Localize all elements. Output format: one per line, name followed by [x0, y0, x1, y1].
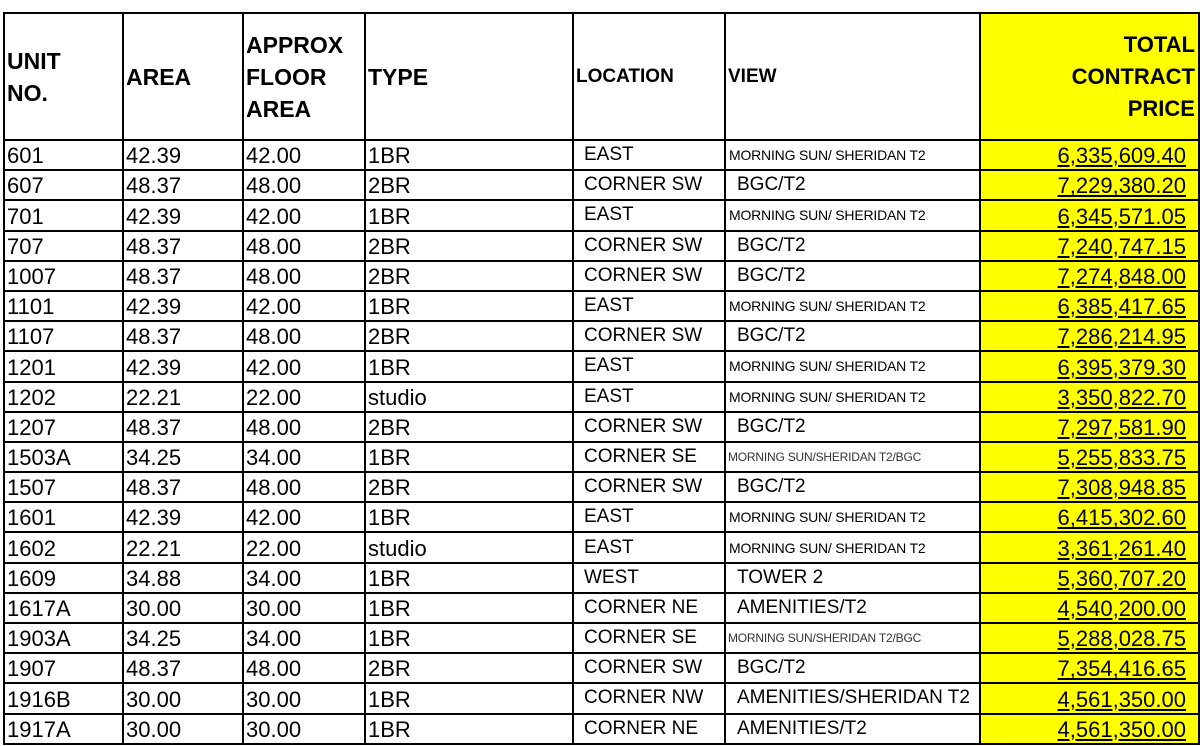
header-line: TOTAL — [1123, 31, 1195, 57]
location-cell: CORNER SW — [573, 321, 725, 351]
area-cell: 22.21 — [123, 532, 243, 562]
area-cell: 48.37 — [123, 170, 243, 200]
type-cell: 2BR — [365, 321, 573, 351]
header-line: TYPE — [368, 63, 429, 90]
view-cell: MORNING SUN/ SHERIDAN T2 — [725, 351, 980, 381]
type-cell: studio — [365, 382, 573, 412]
header-location — [573, 13, 725, 140]
table-row — [4, 593, 1199, 623]
location-cell: CORNER SW — [573, 653, 725, 683]
location-cell: EAST — [573, 200, 725, 230]
header-line: APPROX — [246, 31, 344, 58]
unit-cell: 1917A — [4, 714, 123, 744]
unit-cell: 1507 — [4, 472, 123, 502]
location-cell: CORNER SE — [573, 442, 725, 472]
price-cell: 7,240,747.15 — [980, 231, 1199, 261]
price-cell: 4,561,350.00 — [980, 683, 1199, 713]
view-cell: BGC/T2 — [725, 261, 980, 291]
type-cell: 1BR — [365, 351, 573, 381]
price-cell: 3,350,822.70 — [980, 382, 1199, 412]
unit-cell: 1601 — [4, 502, 123, 532]
type-cell: 2BR — [365, 261, 573, 291]
table-row — [4, 714, 1199, 744]
type-cell: 1BR — [365, 140, 573, 170]
view-cell: BGC/T2 — [725, 472, 980, 502]
price-cell: 6,345,571.05 — [980, 200, 1199, 230]
type-cell: 1BR — [365, 291, 573, 321]
location-cell: CORNER SW — [573, 412, 725, 442]
area-cell: 30.00 — [123, 593, 243, 623]
view-cell: BGC/T2 — [725, 170, 980, 200]
floor-area-cell: 34.00 — [243, 623, 365, 653]
location-cell: CORNER NE — [573, 593, 725, 623]
header-area — [123, 13, 243, 140]
price-cell: 4,540,200.00 — [980, 593, 1199, 623]
floor-area-cell: 30.00 — [243, 683, 365, 713]
header-line: AREA — [126, 63, 192, 90]
unit-cell: 1916B — [4, 683, 123, 713]
price-cell: 7,274,848.00 — [980, 261, 1199, 291]
area-cell: 30.00 — [123, 714, 243, 744]
area-cell: 34.25 — [123, 623, 243, 653]
view-cell: AMENITIES/T2 — [725, 593, 980, 623]
view-cell: BGC/T2 — [725, 321, 980, 351]
table-row — [4, 261, 1199, 291]
area-cell: 34.25 — [123, 442, 243, 472]
location-cell: EAST — [573, 532, 725, 562]
table-row — [4, 140, 1199, 170]
price-cell: 7,354,416.65 — [980, 653, 1199, 683]
price-cell: 5,255,833.75 — [980, 442, 1199, 472]
location-cell: EAST — [573, 140, 725, 170]
location-cell: CORNER SW — [573, 261, 725, 291]
area-cell: 48.37 — [123, 261, 243, 291]
table-row — [4, 532, 1199, 562]
type-cell: 2BR — [365, 472, 573, 502]
unit-cell: 1503A — [4, 442, 123, 472]
floor-area-cell: 48.00 — [243, 412, 365, 442]
area-cell: 48.37 — [123, 321, 243, 351]
table-row — [4, 351, 1199, 381]
header-line: UNIT — [7, 47, 61, 74]
unit-cell: 707 — [4, 231, 123, 261]
location-cell: CORNER SE — [573, 623, 725, 653]
header-line: NO. — [7, 79, 48, 106]
view-cell: AMENITIES/T2 — [725, 714, 980, 744]
unit-cell: 1007 — [4, 261, 123, 291]
area-cell: 42.39 — [123, 351, 243, 381]
floor-area-cell: 48.00 — [243, 472, 365, 502]
floor-area-cell: 42.00 — [243, 291, 365, 321]
price-cell: 7,308,948.85 — [980, 472, 1199, 502]
price-cell: 7,286,214.95 — [980, 321, 1199, 351]
unit-cell: 1207 — [4, 412, 123, 442]
table-row — [4, 683, 1199, 713]
table-row — [4, 382, 1199, 412]
floor-area-cell: 22.00 — [243, 382, 365, 412]
header-approx-floor-area — [243, 13, 365, 140]
table-row — [4, 653, 1199, 683]
view-cell: MORNING SUN/SHERIDAN T2/BGC — [725, 623, 980, 653]
type-cell: studio — [365, 532, 573, 562]
price-cell: 5,288,028.75 — [980, 623, 1199, 653]
price-cell: 7,297,581.90 — [980, 412, 1199, 442]
location-cell: WEST — [573, 563, 725, 593]
type-cell: 1BR — [365, 563, 573, 593]
unit-cell: 1101 — [4, 291, 123, 321]
area-cell: 42.39 — [123, 502, 243, 532]
area-cell: 34.88 — [123, 563, 243, 593]
view-cell: BGC/T2 — [725, 653, 980, 683]
price-cell: 4,561,350.00 — [980, 714, 1199, 744]
type-cell: 2BR — [365, 412, 573, 442]
view-cell: MORNING SUN/ SHERIDAN T2 — [725, 382, 980, 412]
floor-area-cell: 48.00 — [243, 321, 365, 351]
floor-area-cell: 22.00 — [243, 532, 365, 562]
header-row — [4, 13, 1199, 140]
price-cell: 5,360,707.20 — [980, 563, 1199, 593]
area-cell: 42.39 — [123, 140, 243, 170]
unit-cell: 601 — [4, 140, 123, 170]
price-cell: 6,395,379.30 — [980, 351, 1199, 381]
price-cell: 6,335,609.40 — [980, 140, 1199, 170]
floor-area-cell: 42.00 — [243, 351, 365, 381]
header-unit-no — [4, 13, 123, 140]
view-cell: AMENITIES/SHERIDAN T2 — [725, 683, 980, 713]
area-cell: 42.39 — [123, 291, 243, 321]
header-total-contract-price — [980, 13, 1199, 140]
area-cell: 42.39 — [123, 200, 243, 230]
header-line: CONTRACT — [1071, 63, 1195, 89]
table-row — [4, 442, 1199, 472]
unit-cell: 701 — [4, 200, 123, 230]
view-cell: MORNING SUN/ SHERIDAN T2 — [725, 200, 980, 230]
location-cell: EAST — [573, 291, 725, 321]
header-type — [365, 13, 573, 140]
area-cell: 30.00 — [123, 683, 243, 713]
floor-area-cell: 34.00 — [243, 563, 365, 593]
floor-area-cell: 42.00 — [243, 140, 365, 170]
location-cell: CORNER SW — [573, 472, 725, 502]
unit-cell: 1609 — [4, 563, 123, 593]
table-row — [4, 170, 1199, 200]
unit-cell: 1602 — [4, 532, 123, 562]
area-cell: 22.21 — [123, 382, 243, 412]
location-cell: CORNER NW — [573, 683, 725, 713]
view-cell: BGC/T2 — [725, 412, 980, 442]
area-cell: 48.37 — [123, 653, 243, 683]
location-cell: CORNER NE — [573, 714, 725, 744]
location-cell: CORNER SW — [573, 231, 725, 261]
type-cell: 2BR — [365, 231, 573, 261]
location-cell: EAST — [573, 382, 725, 412]
location-cell: EAST — [573, 351, 725, 381]
unit-cell: 1907 — [4, 653, 123, 683]
table-row — [4, 472, 1199, 502]
table-header — [4, 13, 1199, 140]
type-cell: 1BR — [365, 683, 573, 713]
floor-area-cell: 48.00 — [243, 261, 365, 291]
view-cell: MORNING SUN/ SHERIDAN T2 — [725, 502, 980, 532]
location-cell: EAST — [573, 502, 725, 532]
header-line: FLOOR — [246, 63, 327, 90]
floor-area-cell: 48.00 — [243, 653, 365, 683]
floor-area-cell: 34.00 — [243, 442, 365, 472]
floor-area-cell: 30.00 — [243, 593, 365, 623]
unit-cell: 1617A — [4, 593, 123, 623]
type-cell: 1BR — [365, 714, 573, 744]
table-row — [4, 502, 1199, 532]
price-cell: 6,385,417.65 — [980, 291, 1199, 321]
header-view — [725, 13, 980, 140]
view-cell: TOWER 2 — [725, 563, 980, 593]
view-cell: MORNING SUN/ SHERIDAN T2 — [725, 532, 980, 562]
table-row — [4, 563, 1199, 593]
header-line: LOCATION — [576, 65, 674, 87]
table-body — [4, 140, 1199, 744]
table-row — [4, 200, 1199, 230]
location-cell: CORNER SW — [573, 170, 725, 200]
area-cell: 48.37 — [123, 231, 243, 261]
unit-cell: 1201 — [4, 351, 123, 381]
price-cell: 3,361,261.40 — [980, 532, 1199, 562]
area-cell: 48.37 — [123, 472, 243, 502]
header-line: AREA — [246, 95, 312, 122]
price-cell: 7,229,380.20 — [980, 170, 1199, 200]
header-line: PRICE — [1127, 95, 1195, 121]
view-cell: MORNING SUN/SHERIDAN T2/BGC — [725, 442, 980, 472]
unit-price-table — [3, 12, 1200, 745]
unit-cell: 1107 — [4, 321, 123, 351]
table-row — [4, 291, 1199, 321]
table-row — [4, 231, 1199, 261]
type-cell: 1BR — [365, 593, 573, 623]
view-cell: MORNING SUN/ SHERIDAN T2 — [725, 140, 980, 170]
price-cell: 6,415,302.60 — [980, 502, 1199, 532]
floor-area-cell: 42.00 — [243, 502, 365, 532]
type-cell: 1BR — [365, 200, 573, 230]
view-cell: BGC/T2 — [725, 231, 980, 261]
area-cell: 48.37 — [123, 412, 243, 442]
floor-area-cell: 48.00 — [243, 231, 365, 261]
floor-area-cell: 30.00 — [243, 714, 365, 744]
floor-area-cell: 48.00 — [243, 170, 365, 200]
type-cell: 2BR — [365, 170, 573, 200]
type-cell: 1BR — [365, 502, 573, 532]
table-row — [4, 321, 1199, 351]
unit-cell: 1202 — [4, 382, 123, 412]
floor-area-cell: 42.00 — [243, 200, 365, 230]
unit-cell: 1903A — [4, 623, 123, 653]
header-line: VIEW — [728, 65, 777, 87]
table-row — [4, 412, 1199, 442]
view-cell: MORNING SUN/ SHERIDAN T2 — [725, 291, 980, 321]
type-cell: 2BR — [365, 653, 573, 683]
type-cell: 1BR — [365, 623, 573, 653]
type-cell: 1BR — [365, 442, 573, 472]
unit-cell: 607 — [4, 170, 123, 200]
table-row — [4, 623, 1199, 653]
